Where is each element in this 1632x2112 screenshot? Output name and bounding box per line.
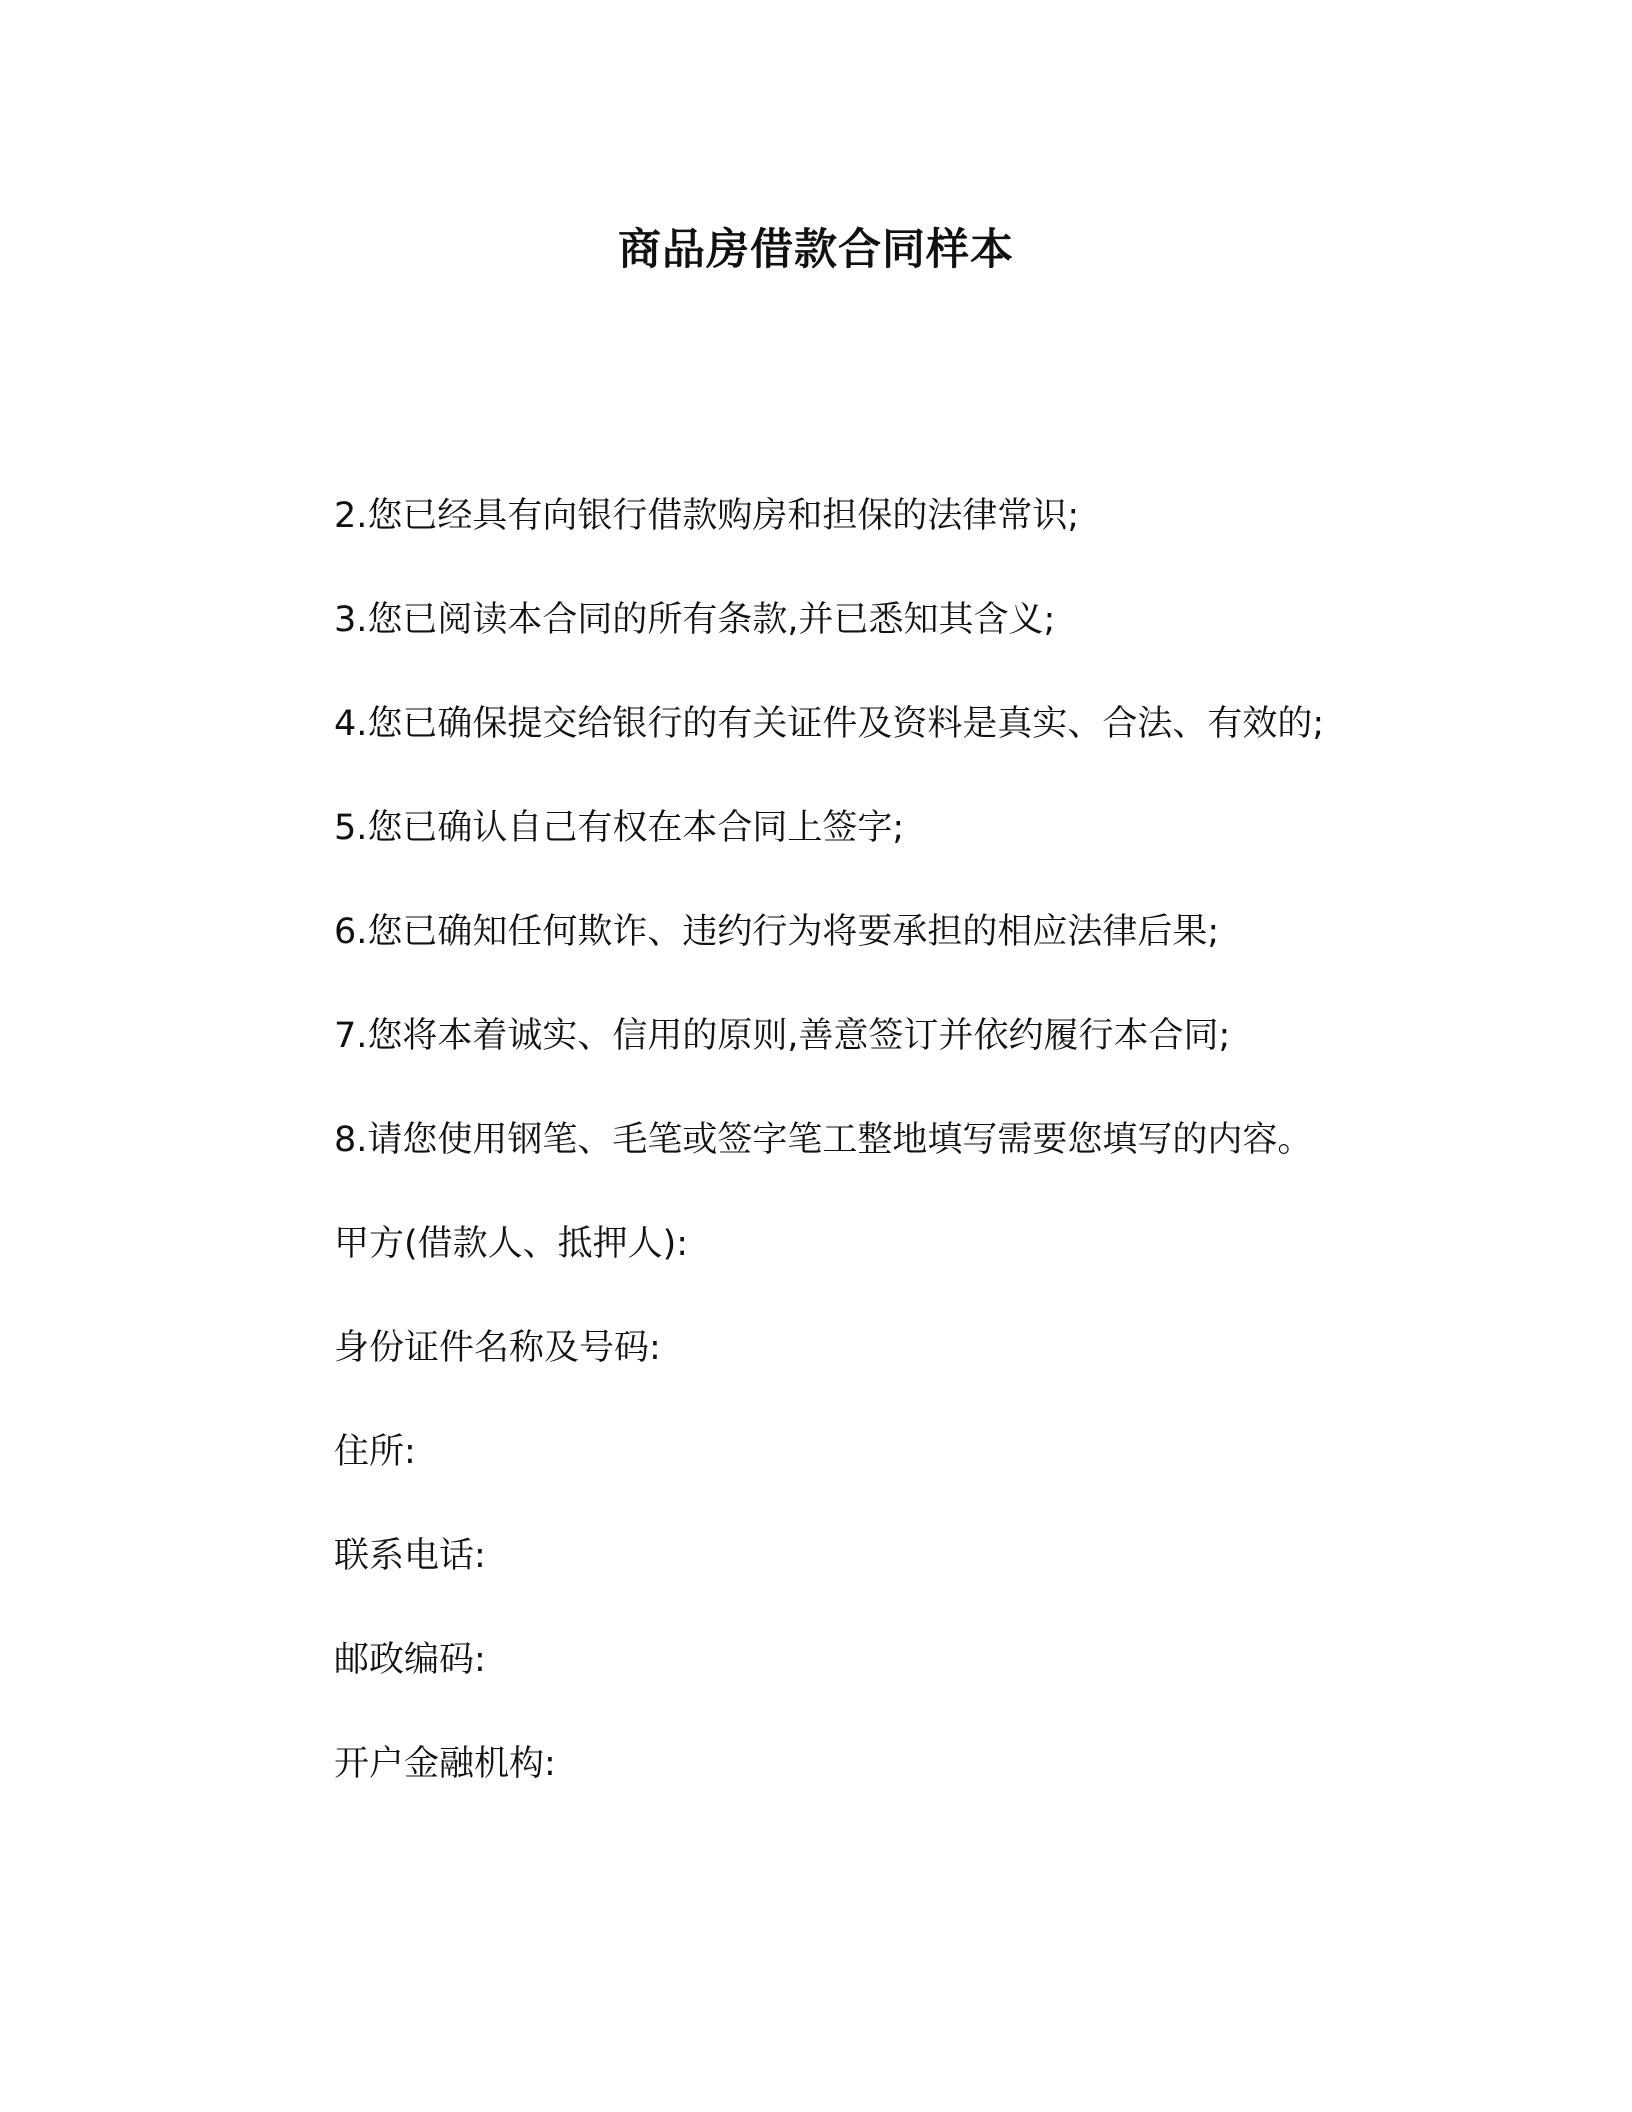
clause-item-7: 7.您将本着诚实、信用的原则,善意签订并依约履行本合同; xyxy=(334,1016,1231,1056)
clause-item-3: 3.您已阅读本合同的所有条款,并已悉知其含义; xyxy=(334,600,1056,640)
field-id-document: 身份证件名称及号码: xyxy=(334,1328,661,1368)
clause-item-6: 6.您已确知任何欺诈、违约行为将要承担的相应法律后果; xyxy=(334,912,1220,952)
clause-item-4: 4.您已确保提交给银行的有关证件及资料是真实、合法、有效的; xyxy=(334,704,1325,744)
field-party-a: 甲方(借款人、抵押人): xyxy=(334,1224,689,1264)
clause-item-2: 2.您已经具有向银行借款购房和担保的法律常识; xyxy=(334,496,1080,536)
clause-item-5: 5.您已确认自己有权在本合同上签字; xyxy=(334,808,905,848)
field-bank: 开户金融机构: xyxy=(334,1744,556,1784)
field-address: 住所: xyxy=(334,1432,416,1472)
field-phone: 联系电话: xyxy=(334,1536,486,1576)
field-postal-code: 邮政编码: xyxy=(334,1640,486,1680)
document-title: 商品房借款合同样本 xyxy=(618,225,1014,275)
document-body xyxy=(334,488,1574,1840)
clause-item-8: 8.请您使用钢笔、毛笔或签字笔工整地填写需要您填写的内容。 xyxy=(334,1120,1313,1160)
